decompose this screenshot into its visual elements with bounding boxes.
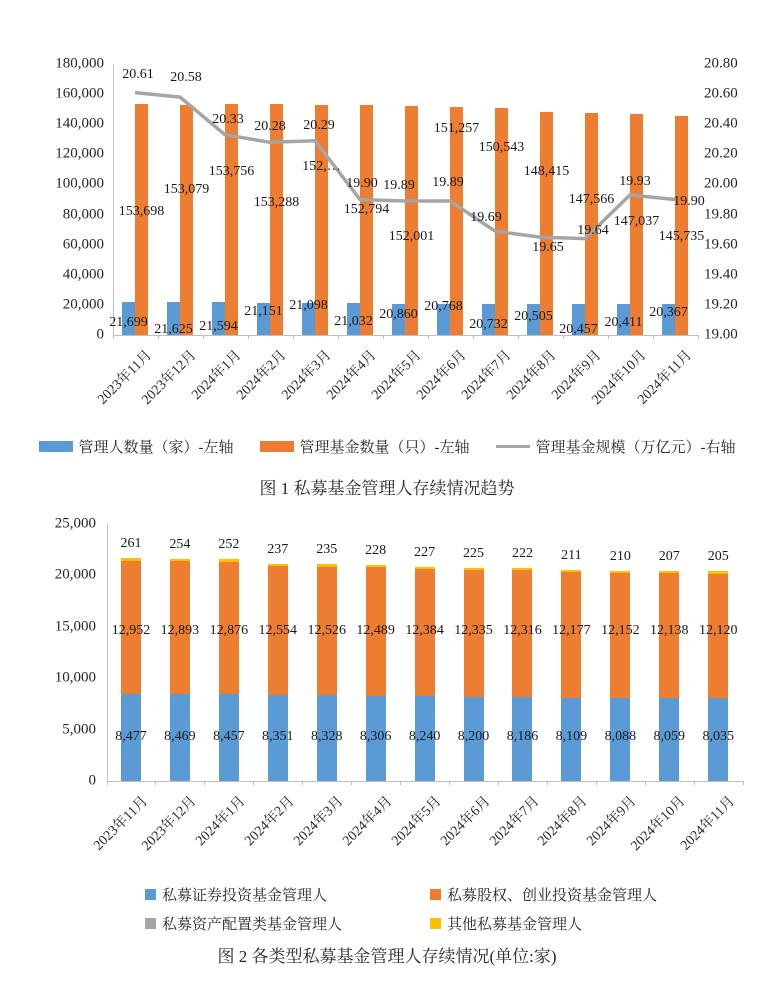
fund-scale-label: 19.64 — [577, 222, 609, 238]
fund-scale-label: 19.69 — [470, 210, 502, 226]
other-managers-label: 210 — [609, 548, 631, 564]
x-axis-category-label: 2024年5月 — [369, 347, 425, 403]
left-axis-tick-label: 80,000 — [62, 206, 104, 223]
securities-managers-label: 8,457 — [213, 729, 245, 744]
x-axis-category-label: 2024年11月 — [677, 793, 738, 854]
right-axis-tick-label: 20.20 — [704, 145, 738, 162]
x-axis-category-label: 2024年8月 — [535, 793, 591, 849]
left-axis-tick-label: 0 — [88, 772, 96, 789]
x-axis-category-label: 2024年4月 — [324, 347, 380, 403]
x-axis-category-label: 2024年10月 — [589, 347, 650, 408]
x-axis-category-label: 2023年11月 — [90, 793, 151, 854]
other-managers-bar — [708, 571, 728, 573]
securities-managers-label: 8,328 — [310, 729, 343, 744]
fund-count-label: 152,… — [302, 159, 341, 174]
fund-scale-label: 19.90 — [346, 175, 378, 191]
yellow-square-swatch — [430, 918, 441, 929]
manager-count-label: 21,594 — [199, 319, 238, 334]
x-axis-category-label: 2024年1月 — [193, 793, 249, 849]
fig2-caption: 图 2 各类型私募基金管理人存续情况(单位:家) — [217, 947, 557, 966]
bottom-axis-line — [107, 781, 743, 782]
fig2-legend-item-equity — [430, 884, 657, 905]
other-managers-bar — [268, 564, 288, 566]
other-managers-label: 211 — [561, 548, 582, 564]
manager-count-label: 20,505 — [514, 309, 553, 324]
fig1-legend-label-scale: 管理基金规模（万亿元）-右轴 — [535, 439, 736, 456]
fund-count-label: 147,566 — [568, 192, 615, 207]
other-managers-bar — [464, 568, 484, 570]
securities-managers-label: 8,035 — [702, 729, 734, 744]
other-managers-bar — [659, 571, 679, 573]
fund-count-label: 150,543 — [478, 140, 525, 155]
manager-count-label: 21,699 — [109, 315, 148, 330]
fig2-legend-label-allocation: 私募资产配置类基金管理人 — [162, 917, 343, 933]
left-axis-tick-label: 5,000 — [62, 721, 96, 738]
x-axis-category-label: 2024年1月 — [189, 347, 245, 403]
fund-scale-label: 19.90 — [673, 193, 705, 209]
fund-count-label: 152,794 — [343, 202, 390, 217]
other-managers-label: 225 — [463, 545, 485, 561]
x-axis-category-label: 2024年3月 — [279, 347, 335, 403]
equity-vc-managers-label: 12,138 — [650, 623, 689, 638]
other-managers-label: 222 — [511, 545, 533, 561]
fund-count-label: 152,001 — [388, 229, 435, 244]
securities-managers-label: 8,109 — [555, 729, 588, 744]
fund-count-label: 153,698 — [118, 204, 165, 219]
fund-scale-label: 19.89 — [383, 178, 415, 193]
orange-square-swatch — [430, 889, 441, 900]
x-axis-tick — [155, 781, 156, 785]
x-axis-category-label: 2024年8月 — [504, 347, 560, 403]
other-managers-label: 235 — [316, 542, 338, 558]
fund-count-label: 153,756 — [208, 164, 255, 179]
fund-scale-label: 20.33 — [212, 111, 244, 127]
left-axis-tick-label: 180,000 — [55, 55, 104, 72]
right-axis-tick-label: 19.00 — [704, 326, 738, 343]
right-axis-tick-label: 19.40 — [704, 266, 738, 283]
x-axis-category-label: 2024年10月 — [628, 793, 689, 854]
securities-managers-label: 8,477 — [115, 729, 147, 744]
securities-managers-label: 8,306 — [359, 729, 392, 744]
equity-vc-managers-label: 12,893 — [160, 623, 200, 638]
x-axis-category-label: 2024年9月 — [584, 793, 640, 849]
x-axis-category-label: 2024年7月 — [459, 347, 515, 403]
x-axis-tick — [596, 781, 597, 785]
fund-scale-label: 20.61 — [122, 66, 154, 82]
other-managers-bar — [561, 570, 581, 572]
fund-scale-label: 20.58 — [170, 70, 202, 86]
fig2-legend-label-other: 其他私募基金管理人 — [447, 917, 583, 933]
x-axis-tick — [498, 781, 499, 785]
fund-count-label: 145,735 — [658, 229, 705, 244]
x-axis-category-label: 2023年12月 — [139, 347, 200, 408]
other-managers-bar — [610, 571, 630, 573]
securities-managers-label: 8,186 — [506, 729, 539, 744]
left-axis-tick-label: 160,000 — [55, 85, 104, 102]
equity-vc-managers-label: 12,152 — [601, 623, 640, 638]
x-axis-category-label: 2024年5月 — [388, 793, 445, 849]
fund-count-label: 151,257 — [433, 121, 480, 136]
left-axis-tick-label: 60,000 — [62, 236, 104, 253]
x-axis-category-label: 2023年12月 — [139, 793, 200, 854]
equity-vc-managers-label: 12,876 — [209, 623, 249, 638]
fig2-legend-item-securities — [145, 884, 430, 905]
fig2-legend-label-securities: 私募证券投资基金管理人 — [162, 888, 328, 904]
x-axis-tick — [449, 781, 450, 785]
fig1-legend-label-managers: 管理人数量（家）-左轴 — [78, 439, 234, 456]
other-managers-label: 252 — [218, 537, 240, 553]
other-managers-bar — [121, 558, 141, 561]
fig2-legend-item-allocation — [145, 913, 430, 934]
left-axis-tick-label: 15,000 — [54, 618, 96, 635]
left-axis-tick-label: 20,000 — [54, 566, 96, 583]
securities-managers-label: 8,351 — [262, 729, 294, 744]
right-axis-tick-label: 20.80 — [704, 55, 738, 72]
x-axis-tick — [645, 781, 646, 785]
manager-count-label: 20,457 — [559, 322, 598, 337]
gray-square-swatch — [145, 918, 156, 929]
other-managers-bar — [415, 567, 435, 569]
fig1-caption: 图 1 私募基金管理人存续情况趋势 — [259, 479, 515, 498]
other-managers-bar — [512, 568, 532, 570]
equity-vc-managers-label: 12,335 — [454, 623, 493, 638]
manager-count-label: 21,625 — [154, 322, 193, 337]
right-axis-tick-label: 20.00 — [704, 175, 738, 192]
left-axis-tick-label: 20,000 — [62, 296, 104, 313]
x-axis-category-label: 2023年11月 — [94, 347, 155, 408]
x-axis-category-label: 2024年7月 — [486, 793, 542, 849]
manager-count-label: 21,032 — [334, 314, 373, 329]
x-axis-category-label: 2024年4月 — [339, 793, 396, 849]
fig1-legend-label-funds: 管理基金数量（只）-左轴 — [299, 439, 470, 456]
securities-managers-label: 8,469 — [164, 729, 196, 744]
equity-vc-managers-label: 12,489 — [356, 623, 395, 638]
securities-managers-label: 8,240 — [408, 729, 441, 744]
x-axis-tick — [547, 781, 548, 785]
fund-scale-label: 20.28 — [254, 119, 286, 135]
equity-vc-managers-label: 12,554 — [258, 623, 298, 638]
right-axis-tick-label: 19.80 — [704, 206, 738, 223]
fig2-legend — [145, 884, 657, 934]
other-managers-label: 237 — [267, 541, 289, 557]
other-managers-label: 254 — [169, 536, 191, 552]
x-axis-tick — [253, 781, 254, 785]
right-axis-tick-label: 19.60 — [704, 236, 738, 253]
x-axis-tick — [743, 781, 744, 785]
fund-count-label: 153,079 — [163, 182, 210, 197]
fig2-legend-label-equity: 私募股权、创业投资基金管理人 — [447, 888, 658, 904]
equity-vc-managers-label: 12,526 — [307, 623, 346, 638]
x-axis-category-label: 2024年6月 — [437, 793, 493, 849]
securities-managers-label: 8,059 — [653, 729, 686, 744]
x-axis-category-label: 2024年11月 — [634, 347, 695, 408]
fund-count-label: 148,415 — [523, 164, 570, 179]
equity-vc-managers-label: 12,177 — [552, 623, 591, 638]
other-managers-bar — [317, 564, 337, 566]
x-axis-tick — [400, 781, 401, 785]
x-axis-category-label: 2024年9月 — [549, 347, 605, 403]
manager-count-label: 20,732 — [469, 317, 508, 332]
right-axis-tick-label: 20.60 — [704, 85, 738, 102]
x-axis-tick — [351, 781, 352, 785]
left-axis-tick-label: 120,000 — [55, 145, 104, 162]
x-axis-category-label: 2024年2月 — [234, 347, 290, 403]
right-axis-tick-label: 19.20 — [704, 296, 738, 313]
fund-scale-label: 19.65 — [532, 240, 564, 256]
securities-managers-label: 8,088 — [604, 729, 637, 744]
blue-square-swatch — [145, 889, 156, 900]
left-axis-tick-label: 25,000 — [54, 515, 96, 532]
other-managers-bar — [170, 559, 190, 562]
equity-vc-managers-label: 12,316 — [503, 623, 542, 638]
other-managers-label: 205 — [707, 549, 729, 565]
manager-count-label: 20,367 — [649, 305, 688, 320]
other-managers-label: 228 — [365, 542, 387, 558]
other-managers-bar — [366, 565, 386, 567]
left-axis-tick-label: 140,000 — [55, 115, 104, 132]
manager-count-label: 20,411 — [604, 315, 643, 330]
left-axis-tick-label: 0 — [96, 326, 104, 343]
x-axis-tick — [107, 781, 108, 785]
left-axis-tick-label: 100,000 — [55, 175, 104, 192]
other-managers-label: 261 — [120, 536, 142, 552]
x-axis-category-label: 2024年3月 — [291, 793, 347, 849]
x-axis-tick — [694, 781, 695, 785]
x-axis-tick — [302, 781, 303, 785]
equity-vc-managers-label: 12,120 — [699, 623, 738, 638]
fund-count-label: 153,288 — [253, 195, 300, 210]
manager-count-label: 21,098 — [289, 298, 328, 313]
manager-count-label: 21,151 — [244, 304, 283, 319]
fund-scale-label: 19.89 — [432, 175, 464, 190]
left-axis-line — [107, 524, 108, 781]
x-axis-category-label: 2024年2月 — [242, 793, 298, 849]
other-managers-label: 227 — [414, 544, 436, 560]
fund-count-label: 147,037 — [613, 214, 660, 229]
fund-scale-label: 20.29 — [303, 117, 335, 133]
other-managers-bar — [219, 559, 239, 562]
x-axis-category-label: 2024年6月 — [414, 347, 470, 403]
manager-count-label: 20,768 — [424, 299, 463, 314]
right-axis-tick-label: 20.40 — [704, 115, 738, 132]
manager-count-label: 20,860 — [379, 307, 418, 322]
securities-managers-label: 8,200 — [457, 729, 490, 744]
equity-vc-managers-label: 12,384 — [405, 623, 444, 638]
x-axis-tick — [204, 781, 205, 785]
other-managers-label: 207 — [658, 548, 680, 564]
fund-scale-label: 19.93 — [619, 173, 651, 189]
fig2-legend-item-other — [430, 913, 657, 934]
equity-vc-managers-label: 12,952 — [111, 623, 151, 638]
left-axis-tick-label: 10,000 — [54, 669, 96, 686]
left-axis-tick-label: 40,000 — [62, 266, 104, 283]
